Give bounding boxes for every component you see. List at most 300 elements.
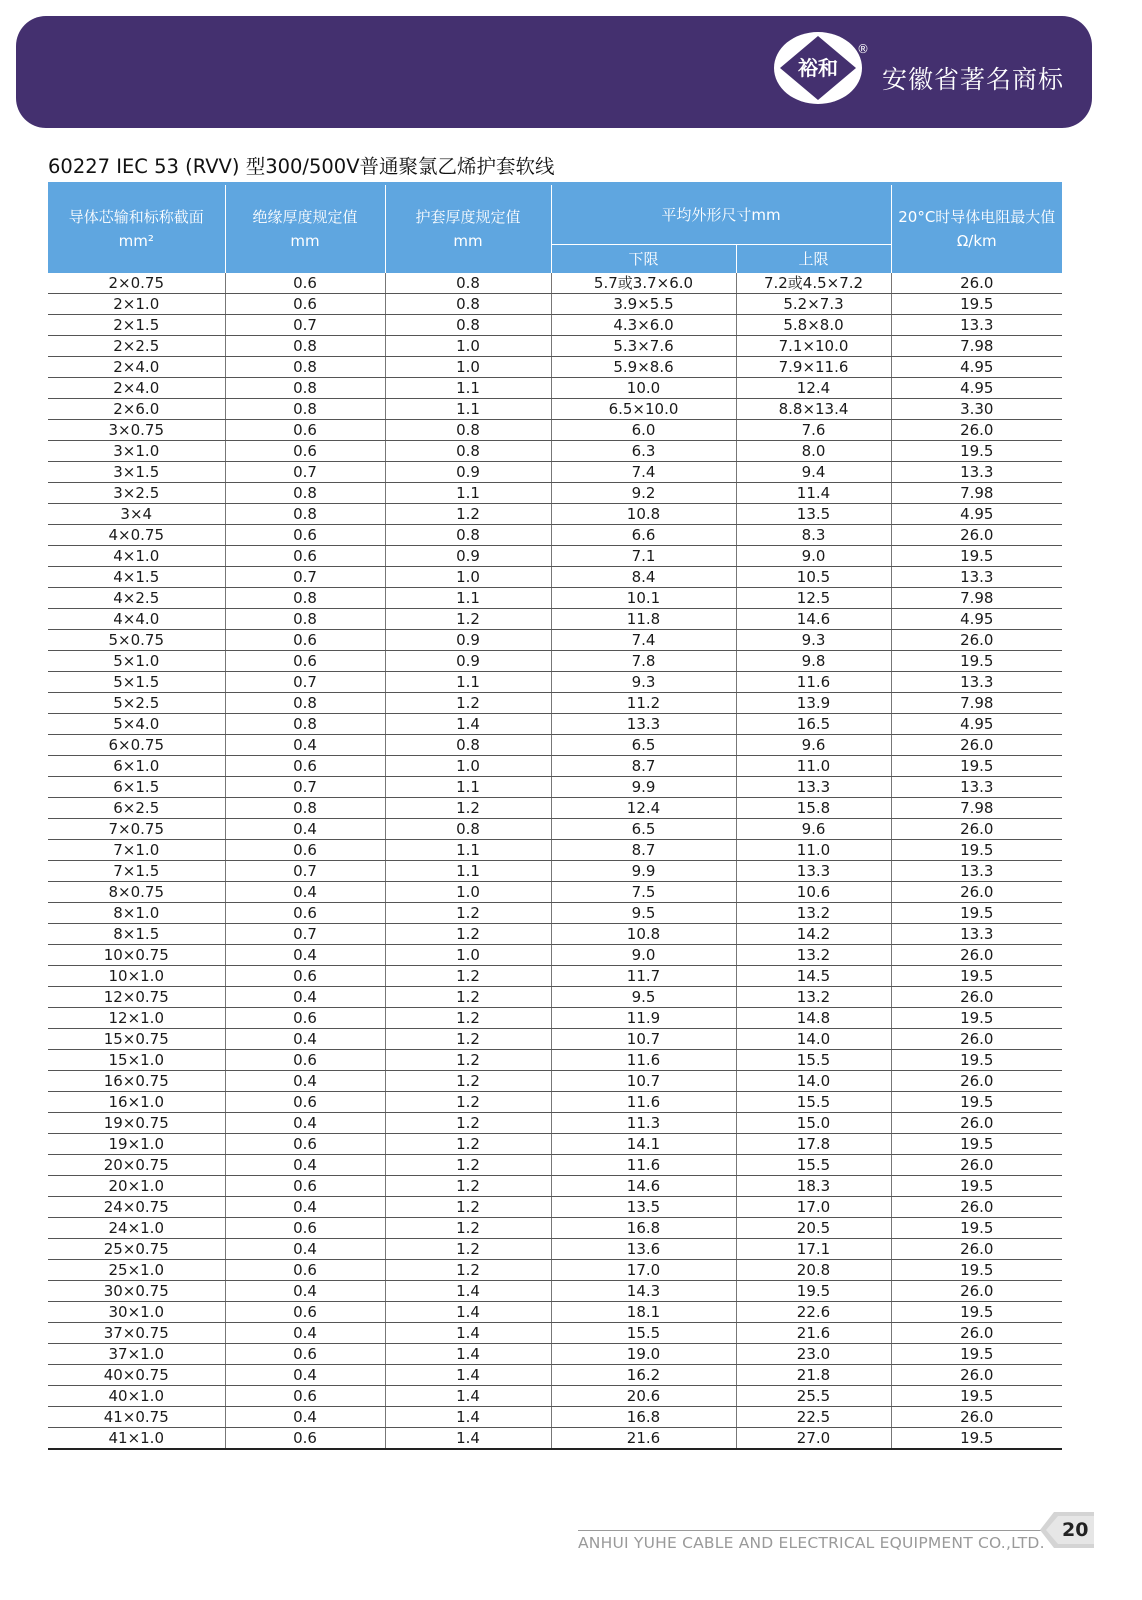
table-cell: 12×1.0 [48,1008,225,1029]
table-cell: 19.5 [736,1281,891,1302]
table-cell: 9.6 [736,735,891,756]
table-cell: 10.8 [551,504,736,525]
table-cell: 0.7 [225,567,385,588]
table-cell: 14.6 [736,609,891,630]
table-cell: 0.8 [225,483,385,504]
table-cell: 11.6 [551,1092,736,1113]
table-cell: 26.0 [891,1323,1062,1344]
table-cell: 0.6 [225,1260,385,1281]
table-cell: 25×0.75 [48,1239,225,1260]
table-cell: 8.0 [736,441,891,462]
table-cell: 2×1.0 [48,294,225,315]
footer-company-name: ANHUI YUHE CABLE AND ELECTRICAL EQUIPMENT CO.,LTD. [578,1534,1045,1552]
table-row [48,987,1062,1008]
table-cell: 9.9 [551,861,736,882]
table-cell: 0.7 [225,924,385,945]
table-cell: 3×4 [48,504,225,525]
table-cell: 16×0.75 [48,1071,225,1092]
table-cell: 18.3 [736,1176,891,1197]
table-cell: 1.1 [385,777,551,798]
table-cell: 4.3×6.0 [551,315,736,336]
table-cell: 11.2 [551,693,736,714]
table-cell: 11.0 [736,756,891,777]
table-cell: 26.0 [891,630,1062,651]
table-cell: 26.0 [891,1365,1062,1386]
table-cell: 0.8 [385,441,551,462]
table-cell: 24×0.75 [48,1197,225,1218]
table-cell: 0.8 [385,735,551,756]
table-row [48,273,1062,294]
table-cell: 6×1.5 [48,777,225,798]
table-cell: 41×1.0 [48,1428,225,1450]
table-cell: 1.1 [385,672,551,693]
table-cell: 8×0.75 [48,882,225,903]
table-cell: 15.0 [736,1113,891,1134]
table-cell: 1.2 [385,1029,551,1050]
table-cell: 10×0.75 [48,945,225,966]
table-cell: 9.6 [736,819,891,840]
table-cell: 19.5 [891,1386,1062,1407]
spec-table [48,182,1062,1450]
table-cell: 0.9 [385,546,551,567]
table-cell: 19.5 [891,546,1062,567]
table-cell: 0.9 [385,651,551,672]
table-cell: 17.0 [551,1260,736,1281]
table-cell: 0.8 [225,714,385,735]
table-cell: 26.0 [891,1407,1062,1428]
table-row [48,630,1062,651]
table-row [48,1239,1062,1260]
table-cell: 0.6 [225,1218,385,1239]
table-cell: 13.3 [736,777,891,798]
table-cell: 26.0 [891,420,1062,441]
table-cell: 6×2.5 [48,798,225,819]
table-cell: 26.0 [891,735,1062,756]
table-cell: 1.2 [385,609,551,630]
table-cell: 11.8 [551,609,736,630]
table-cell: 4×0.75 [48,525,225,546]
table-cell: 0.4 [225,1071,385,1092]
table-cell: 7.5 [551,882,736,903]
table-cell: 16.8 [551,1218,736,1239]
table-cell: 0.6 [225,903,385,924]
table-cell: 7.98 [891,336,1062,357]
table-row [48,693,1062,714]
table-cell: 0.8 [225,336,385,357]
table-cell: 3×1.5 [48,462,225,483]
table-row [48,1197,1062,1218]
table-cell: 1.2 [385,693,551,714]
table-cell: 23.0 [736,1344,891,1365]
table-cell: 0.6 [225,525,385,546]
table-cell: 19.5 [891,1344,1062,1365]
table-cell: 1.2 [385,1134,551,1155]
table-cell: 13.9 [736,693,891,714]
table-cell: 0.7 [225,777,385,798]
table-cell: 12.4 [551,798,736,819]
table-row [48,462,1062,483]
table-cell: 26.0 [891,882,1062,903]
spec-table-body [48,273,1062,1449]
table-row [48,1218,1062,1239]
table-cell: 0.6 [225,1092,385,1113]
table-cell: 15.5 [736,1155,891,1176]
header-upper-limit: 上限 [736,245,891,274]
table-cell: 26.0 [891,1239,1062,1260]
table-cell: 7.8 [551,651,736,672]
table-cell: 13.2 [736,987,891,1008]
table-cell: 0.8 [225,609,385,630]
table-cell: 14.0 [736,1071,891,1092]
table-cell: 6.5×10.0 [551,399,736,420]
table-cell: 19.5 [891,1092,1062,1113]
table-cell: 17.0 [736,1197,891,1218]
table-cell: 6.0 [551,420,736,441]
table-cell: 14.6 [551,1176,736,1197]
table-row [48,1365,1062,1386]
table-cell: 5.2×7.3 [736,294,891,315]
table-cell: 11.4 [736,483,891,504]
header-conductor: 导体芯输和标称截面 mm² [48,184,225,274]
table-cell: 26.0 [891,1281,1062,1302]
table-row [48,525,1062,546]
table-row [48,1344,1062,1365]
table-cell: 20.6 [551,1386,736,1407]
table-cell: 20.8 [736,1260,891,1281]
table-cell: 4.95 [891,357,1062,378]
table-cell: 1.0 [385,336,551,357]
table-cell: 2×0.75 [48,273,225,294]
table-cell: 0.6 [225,1050,385,1071]
table-cell: 10.8 [551,924,736,945]
header-insulation-thickness: 绝缘厚度规定值 mm [225,184,385,274]
table-cell: 1.4 [385,1281,551,1302]
table-cell: 12.4 [736,378,891,399]
table-cell: 13.3 [891,315,1062,336]
table-cell: 6×0.75 [48,735,225,756]
table-cell: 6.3 [551,441,736,462]
table-cell: 7×1.5 [48,861,225,882]
table-cell: 0.6 [225,1386,385,1407]
table-cell: 5×1.5 [48,672,225,693]
table-cell: 5.9×8.6 [551,357,736,378]
table-cell: 0.6 [225,1176,385,1197]
table-cell: 1.2 [385,966,551,987]
table-cell: 0.4 [225,1155,385,1176]
table-cell: 1.1 [385,861,551,882]
header-conductor-resistance: 20°C时导体电阻最大值 Ω/km [891,184,1062,274]
table-cell: 1.1 [385,399,551,420]
table-cell: 9.5 [551,987,736,1008]
table-row [48,651,1062,672]
table-row [48,315,1062,336]
table-cell: 9.3 [551,672,736,693]
company-logo [772,30,864,106]
table-cell: 1.2 [385,1050,551,1071]
table-cell: 0.6 [225,756,385,777]
table-cell: 7.2或4.5×7.2 [736,273,891,294]
table-cell: 20.5 [736,1218,891,1239]
table-cell: 22.5 [736,1407,891,1428]
footer-divider [578,1530,1074,1531]
brand-slogan: 安徽省著名商标 [882,65,1065,94]
table-cell: 4.95 [891,378,1062,399]
table-cell: 11.6 [551,1155,736,1176]
table-cell: 19.5 [891,294,1062,315]
table-cell: 3.9×5.5 [551,294,736,315]
table-cell: 0.4 [225,1365,385,1386]
table-cell: 21.6 [551,1428,736,1450]
table-cell: 25.5 [736,1386,891,1407]
table-cell: 1.2 [385,1218,551,1239]
table-cell: 0.7 [225,861,385,882]
table-row [48,294,1062,315]
table-cell: 0.6 [225,1008,385,1029]
table-cell: 19.5 [891,1176,1062,1197]
table-cell: 1.2 [385,1176,551,1197]
table-cell: 0.8 [225,798,385,819]
table-cell: 19.5 [891,1134,1062,1155]
logo-text: 裕和 [798,56,838,80]
table-row [48,378,1062,399]
table-cell: 8×1.0 [48,903,225,924]
table-cell: 1.0 [385,882,551,903]
table-cell: 14.0 [736,1029,891,1050]
table-cell: 1.2 [385,1008,551,1029]
table-cell: 5×0.75 [48,630,225,651]
table-cell: 19.5 [891,1428,1062,1450]
table-cell: 1.2 [385,987,551,1008]
table-cell: 11.6 [736,672,891,693]
table-cell: 5.7或3.7×6.0 [551,273,736,294]
table-cell: 20×1.0 [48,1176,225,1197]
table-cell: 19.5 [891,1260,1062,1281]
table-cell: 19.5 [891,441,1062,462]
table-cell: 0.6 [225,1134,385,1155]
table-cell: 13.5 [736,504,891,525]
table-cell: 10.5 [736,567,891,588]
table-row [48,882,1062,903]
table-cell: 0.8 [225,399,385,420]
table-cell: 37×1.0 [48,1344,225,1365]
table-cell: 19.5 [891,840,1062,861]
page-number: 20 [1062,1519,1089,1541]
table-cell: 0.4 [225,1239,385,1260]
table-row [48,1386,1062,1407]
table-cell: 1.2 [385,1113,551,1134]
table-cell: 0.6 [225,441,385,462]
table-cell: 37×0.75 [48,1323,225,1344]
page-title: 60227 IEC 53 (RVV) 型300/500V普通聚氯乙烯护套软线 [48,155,555,178]
table-cell: 0.6 [225,966,385,987]
table-row [48,714,1062,735]
table-row [48,609,1062,630]
table-cell: 0.4 [225,735,385,756]
table-cell: 0.4 [225,1281,385,1302]
table-cell: 0.7 [225,672,385,693]
table-cell: 4×2.5 [48,588,225,609]
table-cell: 21.8 [736,1365,891,1386]
table-cell: 21.6 [736,1323,891,1344]
table-cell: 2×2.5 [48,336,225,357]
table-cell: 1.4 [385,1302,551,1323]
table-cell: 1.4 [385,1365,551,1386]
table-cell: 16×1.0 [48,1092,225,1113]
table-cell: 0.7 [225,462,385,483]
table-cell: 6.5 [551,819,736,840]
table-cell: 7.98 [891,798,1062,819]
table-cell: 0.8 [385,819,551,840]
table-cell: 13.3 [551,714,736,735]
table-row [48,1134,1062,1155]
table-row [48,945,1062,966]
table-row [48,777,1062,798]
header-average-dimensions: 平均外形尺寸mm [551,184,891,245]
table-row [48,546,1062,567]
table-cell: 1.0 [385,945,551,966]
table-cell: 2×6.0 [48,399,225,420]
table-row [48,966,1062,987]
table-cell: 19.0 [551,1344,736,1365]
table-cell: 19.5 [891,1008,1062,1029]
table-cell: 10.0 [551,378,736,399]
table-cell: 18.1 [551,1302,736,1323]
table-cell: 13.3 [891,567,1062,588]
table-row [48,672,1062,693]
table-row [48,1302,1062,1323]
table-cell: 19.5 [891,651,1062,672]
table-cell: 0.8 [225,588,385,609]
table-row [48,861,1062,882]
table-cell: 13.2 [736,903,891,924]
table-row [48,504,1062,525]
table-cell: 26.0 [891,1155,1062,1176]
table-cell: 0.4 [225,1113,385,1134]
table-cell: 2×4.0 [48,378,225,399]
table-cell: 14.3 [551,1281,736,1302]
table-cell: 15.5 [736,1092,891,1113]
table-cell: 0.4 [225,1029,385,1050]
table-cell: 11.7 [551,966,736,987]
table-cell: 7.1 [551,546,736,567]
table-cell: 19×1.0 [48,1134,225,1155]
table-cell: 9.0 [551,945,736,966]
table-row [48,1050,1062,1071]
table-cell: 20×0.75 [48,1155,225,1176]
table-row [48,735,1062,756]
table-cell: 0.6 [225,1344,385,1365]
table-row [48,840,1062,861]
table-cell: 1.2 [385,1155,551,1176]
table-row [48,357,1062,378]
table-cell: 2×4.0 [48,357,225,378]
table-cell: 1.1 [385,840,551,861]
table-cell: 13.5 [551,1197,736,1218]
table-cell: 13.3 [736,861,891,882]
table-cell: 26.0 [891,945,1062,966]
table-cell: 26.0 [891,273,1062,294]
table-cell: 15.5 [551,1323,736,1344]
table-cell: 0.7 [225,315,385,336]
table-cell: 0.9 [385,630,551,651]
table-cell: 5.8×8.0 [736,315,891,336]
table-cell: 0.4 [225,945,385,966]
table-cell: 0.6 [225,1302,385,1323]
table-cell: 13.3 [891,462,1062,483]
table-cell: 19.5 [891,756,1062,777]
table-cell: 3.30 [891,399,1062,420]
table-cell: 41×0.75 [48,1407,225,1428]
table-cell: 0.4 [225,819,385,840]
table-cell: 40×0.75 [48,1365,225,1386]
table-cell: 26.0 [891,1113,1062,1134]
table-row [48,819,1062,840]
table-cell: 1.4 [385,1323,551,1344]
table-cell: 13.6 [551,1239,736,1260]
table-cell: 0.6 [225,546,385,567]
table-cell: 5.3×7.6 [551,336,736,357]
table-cell: 4.95 [891,714,1062,735]
table-cell: 1.2 [385,798,551,819]
table-cell: 1.1 [385,483,551,504]
table-cell: 26.0 [891,1071,1062,1092]
table-cell: 0.4 [225,987,385,1008]
table-cell: 19.5 [891,1302,1062,1323]
table-cell: 11.0 [736,840,891,861]
table-cell: 6.5 [551,735,736,756]
table-cell: 9.5 [551,903,736,924]
table-cell: 9.4 [736,462,891,483]
table-cell: 26.0 [891,525,1062,546]
table-cell: 0.4 [225,1197,385,1218]
table-cell: 5×2.5 [48,693,225,714]
table-cell: 8.8×13.4 [736,399,891,420]
table-cell: 9.3 [736,630,891,651]
table-cell: 0.6 [225,273,385,294]
table-row [48,756,1062,777]
table-cell: 7.98 [891,588,1062,609]
table-cell: 1.2 [385,504,551,525]
table-cell: 1.0 [385,567,551,588]
table-cell: 26.0 [891,1029,1062,1050]
table-cell: 17.8 [736,1134,891,1155]
table-cell: 0.8 [225,357,385,378]
table-cell: 3×1.0 [48,441,225,462]
table-cell: 8.3 [736,525,891,546]
table-cell: 4.95 [891,504,1062,525]
table-cell: 19.5 [891,903,1062,924]
table-cell: 9.8 [736,651,891,672]
table-row [48,399,1062,420]
table-cell: 11.3 [551,1113,736,1134]
table-cell: 10.1 [551,588,736,609]
table-cell: 4×1.0 [48,546,225,567]
table-cell: 16.8 [551,1407,736,1428]
table-cell: 1.4 [385,1407,551,1428]
table-cell: 0.8 [225,504,385,525]
header-lower-limit: 下限 [551,245,736,274]
table-cell: 26.0 [891,987,1062,1008]
table-cell: 0.6 [225,1428,385,1450]
table-cell: 0.6 [225,651,385,672]
table-cell: 22.6 [736,1302,891,1323]
table-cell: 6×1.0 [48,756,225,777]
table-cell: 11.6 [551,1050,736,1071]
table-cell: 15.5 [736,1050,891,1071]
table-cell: 1.4 [385,714,551,735]
table-cell: 1.2 [385,1260,551,1281]
table-row [48,420,1062,441]
